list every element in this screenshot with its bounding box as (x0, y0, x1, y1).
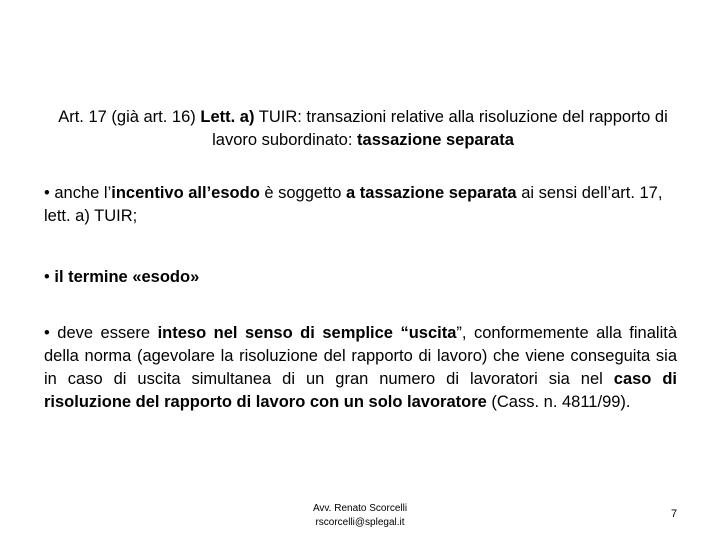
title-part-4: tassazione separata (357, 131, 514, 149)
bullet3-part-4: caso di risoluzione del rapporto di lavoro con un solo lavoratore (44, 370, 678, 411)
slide-title (50, 106, 676, 152)
title-part-3: TUIR: transazioni relative alla risoluzione del rapporto di lavoro subordinato: (212, 108, 668, 149)
bullet3-part-3: ”, conformemente alla finalità della norma (agevolare la risoluzione del rapporto di lavoro) che viene conseguita sia in caso di uscita simultanea di un gran numero di lavoratori sia nel (44, 324, 677, 388)
bullet1-part-4: a tassazione separata (346, 184, 517, 202)
title-part-2: Lett. a) (200, 108, 255, 126)
title-part-1: Art. 17 (già art. 16) (58, 108, 201, 126)
bullet3-part-5: (Cass. n. 4811/99). (486, 393, 631, 411)
page-number: 7 (670, 508, 678, 520)
bullet2-part-2: il termine «esodo» (54, 268, 200, 286)
bullet2-part-1: • (44, 268, 55, 286)
bullet1-part-2: incentivo all’esodo (111, 184, 260, 202)
footer-author: Avv. Renato Scorcelli (312, 503, 408, 514)
bullet3-part-1: • deve essere (44, 324, 158, 342)
bullet-termine-esodo (44, 266, 677, 289)
bullet1-part-5: ai sensi dell’art. 17, lett. a) TUIR; (44, 184, 663, 225)
bullet-uscita (44, 322, 677, 414)
footer (260, 502, 460, 530)
bullet1-part-3: è soggetto (259, 184, 347, 202)
bullet3-part-2: inteso nel senso di semplice “uscita (157, 324, 457, 342)
bullet-incentivo (44, 182, 677, 228)
bullet1-part-1: • anche l’ (44, 184, 112, 202)
footer-email: rscorcelli@splegal.it (315, 517, 405, 528)
